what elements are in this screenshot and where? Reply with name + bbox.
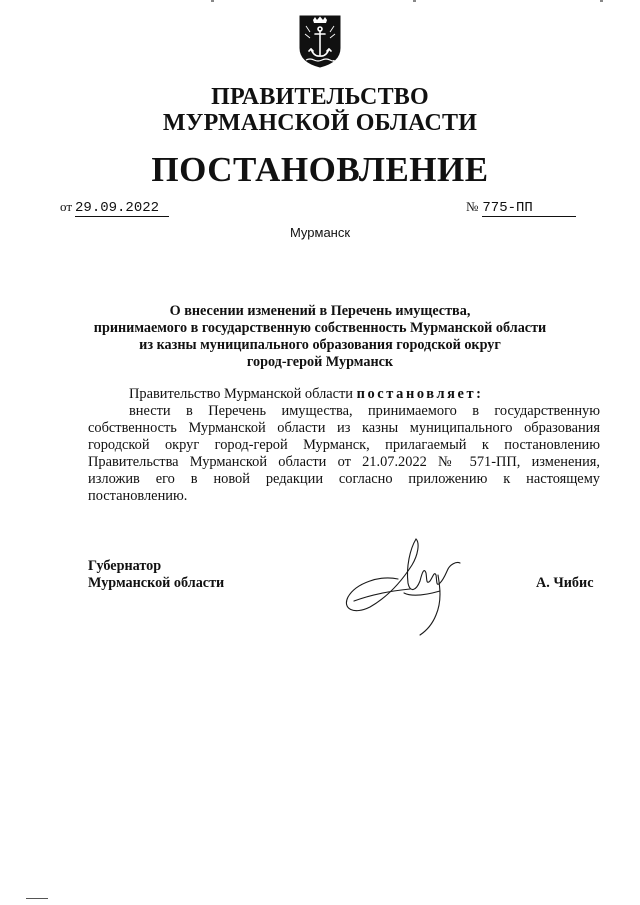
scan-edge-mark [26,898,48,899]
scan-artifact [600,0,603,2]
date-field [60,199,169,219]
preamble-emphasis: постановляет: [356,386,484,402]
government-title-line2: МУРМАНСКОЙ ОБЛАСТИ [162,110,478,136]
preamble-text: Правительство Мурманской области [129,386,354,402]
signatory-position-line2: Мурманской области [88,575,225,591]
signer-name: А. Чибис [536,575,594,591]
subject-line: город-герой Мурманск [246,354,394,370]
preamble [129,386,484,403]
scan-artifact [211,0,214,2]
number-field [466,199,576,219]
scan-artifact [413,0,416,2]
government-title [0,84,640,136]
city-label: Мурманск [289,225,351,240]
handwritten-signature [340,535,475,640]
number-value: 775-ПП [482,200,576,217]
signatory-position [88,558,224,592]
murmansk-coat-of-arms-icon [298,14,342,68]
subject-line: О внесении изменений в Перечень имущества, [169,303,471,319]
number-prefix: № [466,199,479,214]
government-title-line1: ПРАВИТЕЛЬСТВО [211,84,429,110]
signatory-position-line1: Губернатор [88,558,162,574]
subject-line: принимаемого в государственную собственность Мурманской области [93,320,547,336]
document-type-title: ПОСТАНОВЛЕНИЕ [151,150,489,189]
subject-line: из казны муниципального образования городской округ [139,337,501,353]
body-paragraph: внести в Перечень имущества, принимаемого в государственную собственность Мурманской области из казны муниципального образования городской округ город-герой Мурманск, прилагаемый к постановлению Правительства Мурманской области от 21.07.2022 № 571-ПП, изменения, изложив его в новой редакции согласно приложению к настоящему постановлению. [88,403,600,504]
date-value: 29.09.2022 [75,200,169,217]
document-subject [60,303,580,371]
date-prefix: от [60,199,73,214]
